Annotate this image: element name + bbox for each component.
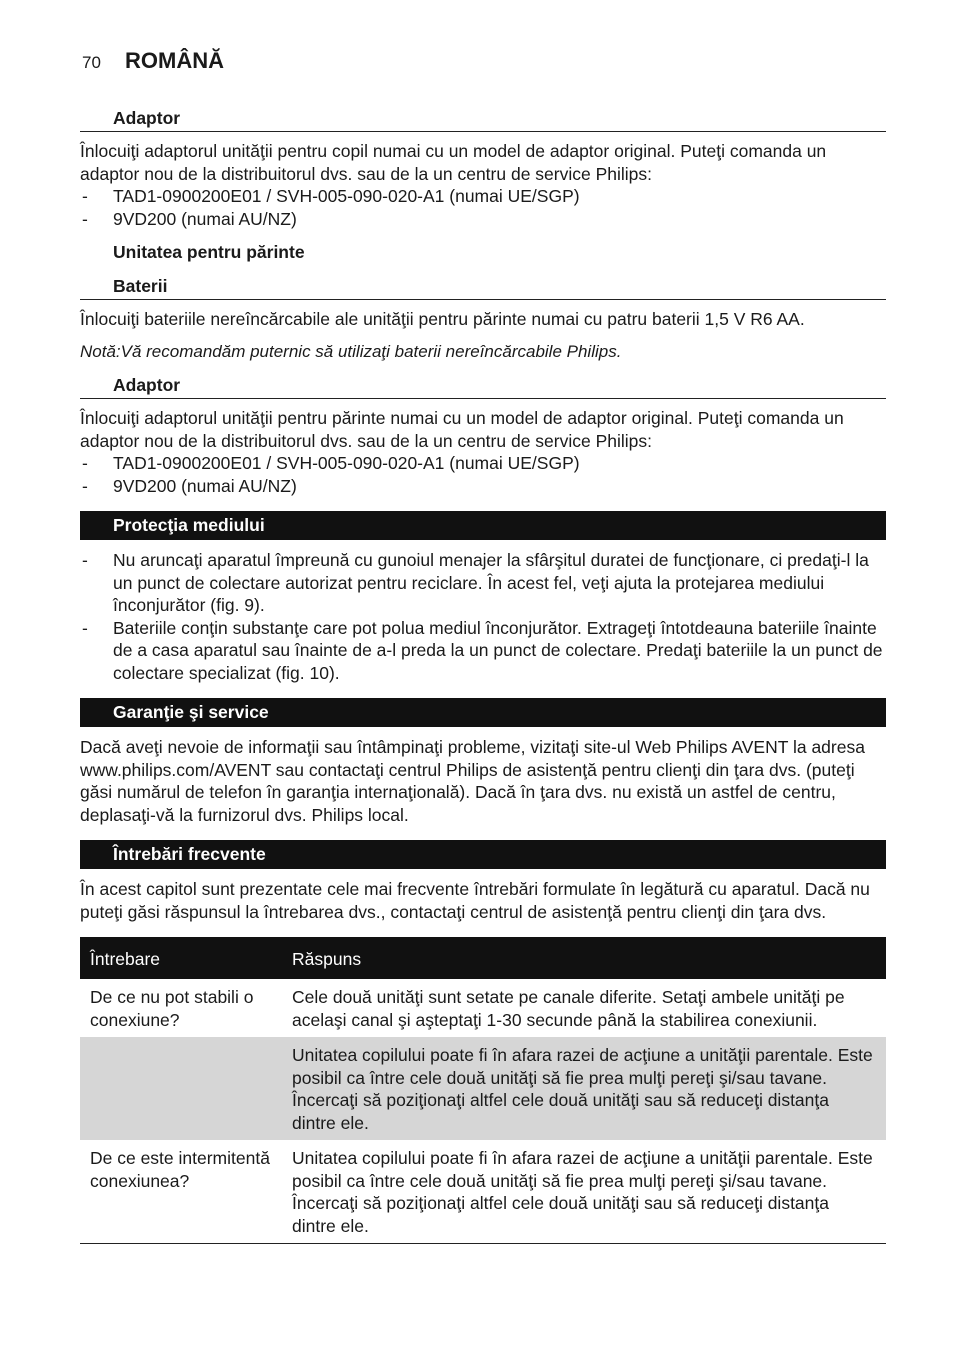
- adaptor-child-list: [80, 185, 886, 230]
- table-header-row: [80, 937, 886, 979]
- faq-table: [80, 937, 886, 1244]
- batteries-note: Notă:Vă recomandăm puternic să utilizaţi baterii nereîncărcabile Philips.: [80, 341, 622, 361]
- faq-intro-text: În acest capitol sunt prezentate cele mai frecvente întrebări formulate în legătură cu aparatul. Dacă nu puteţi găsi răspunsul la întrebarea dvs., contactaţi centrul de asistenţă pentru clienţi din ţara dvs.: [80, 879, 870, 922]
- dash-bullet: -: [82, 453, 88, 473]
- list-item: [80, 452, 886, 475]
- list-item-text: 9VD200 (numai AU/NZ): [113, 208, 297, 229]
- list-item: [80, 549, 886, 617]
- dash-bullet: -: [82, 550, 88, 570]
- dash-bullet: -: [82, 617, 88, 638]
- table-row: [80, 979, 886, 1037]
- list-item: [80, 208, 886, 231]
- list-item: [80, 185, 886, 208]
- list-item-text: TAD1-0900200E01 / SVH-005-090-020-A1 (numai UE/SGP): [113, 453, 580, 473]
- section-heading-parent-unit: Unitatea pentru părinte: [113, 242, 305, 262]
- adaptor-parent-text: Înlocuiţi adaptorul unităţii pentru părinte numai cu un model de adaptor original. Puteţi comanda un adaptor nou de la distribuitorul dvs. sau de la un centru de service Philips:: [80, 408, 844, 451]
- dash-bullet: -: [82, 186, 88, 206]
- question-cell: De ce nu pot stabili o conexiune?: [90, 987, 254, 1030]
- answer-cell: Cele două unităţi sunt setate pe canale diferite. Setaţi ambele unităţi pe acelaşi canal şi aşteptaţi 1-30 secunde până la stabilirea conexiunii.: [292, 987, 845, 1030]
- table-row: [80, 1037, 886, 1140]
- answer-cell: Unitatea copilului poate fi în afara razei de acţiune a unităţii parentale. Este posibil ca între cele două unităţi să fie prea mulţi pereţi şi/sau tavane. Încercaţi să poziţionaţi altfel cele două unităţi sau să reduceţi distanţa dintre ele.: [282, 1140, 886, 1244]
- list-item-text: 9VD200 (numai AU/NZ): [113, 475, 297, 496]
- batteries-text: Înlocuiţi bateriile nereîncărcabile ale unităţii pentru părinte numai cu patru baterii 1,5 V R6 AA.: [80, 309, 805, 329]
- section-band-warranty: Garanţie şi service: [80, 698, 886, 727]
- list-item-text: Nu aruncaţi aparatul împreună cu gunoiul menajer la sfârşitul duratei de funcţionare, ci predaţi-l la un punct de colectare autorizat pentru reciclare. În acest fel, veţi ajuta la protejarea mediului înconjurător (fig. 9).: [113, 550, 869, 615]
- adaptor-child-text: Înlocuiţi adaptorul unităţii pentru copil numai cu un model de adaptor original. Puteţi comanda un adaptor nou de la distribuitorul dvs. sau de la un centru de service Philips:: [80, 141, 827, 184]
- section-heading-adaptor-parent: Adaptor: [80, 373, 886, 399]
- table-row: [80, 1140, 886, 1244]
- page-content: [80, 106, 886, 1244]
- dash-bullet: -: [82, 475, 88, 496]
- list-item: [80, 617, 886, 685]
- language-title: ROMÂNĂ: [125, 48, 224, 73]
- warranty-text: Dacă aveţi nevoie de informaţii sau întâmpinaţi probleme, vizitaţi site-ul Web Philips AVENT la adresa www.philips.com/AVENT sau contactaţi centrul Philips de asistenţă pentru clienţi din ţara dvs. (puteţi găsi numărul de telefon în garanţia internaţională). Dacă în ţara dvs. nu există un astfel de centru, deplasaţi-vă la furnizorul dvs. Philips local.: [80, 737, 865, 825]
- column-header-answer: Răspuns: [282, 937, 886, 979]
- list-item-text: TAD1-0900200E01 / SVH-005-090-020-A1 (numai UE/SGP): [113, 186, 580, 206]
- section-heading-batteries: Baterii: [80, 274, 886, 300]
- column-header-question: Întrebare: [80, 937, 282, 979]
- section-band-environment: Protecţia mediului: [80, 511, 886, 540]
- list-item: [80, 475, 886, 498]
- section-heading-adaptor-child: Adaptor: [80, 106, 886, 132]
- page-number: 70: [82, 53, 101, 72]
- adaptor-parent-list: [80, 452, 886, 497]
- section-band-faq: Întrebări frecvente: [80, 840, 886, 869]
- list-item-text: Bateriile conţin substanţe care pot polua mediul înconjurător. Extrageţi întotdeauna bateriile înainte de a casa aparatul sau înainte de a-l preda la un punct de colectare. Predaţi bateriile la un punct de colectare specializat (fig. 10).: [113, 617, 883, 683]
- answer-cell: Unitatea copilului poate fi în afara razei de acţiune a unităţii parentale. Este posibil ca între cele două unităţi să fie prea mulţi pereţi şi/sau tavane. Încercaţi să poziţionaţi altfel cele două unităţi sau să reduceţi distanţa dintre ele.: [282, 1037, 886, 1140]
- dash-bullet: -: [82, 208, 88, 229]
- environment-list: [80, 549, 886, 684]
- question-cell: [80, 1037, 282, 1140]
- question-cell: De ce este intermitentă conexiunea?: [80, 1140, 282, 1244]
